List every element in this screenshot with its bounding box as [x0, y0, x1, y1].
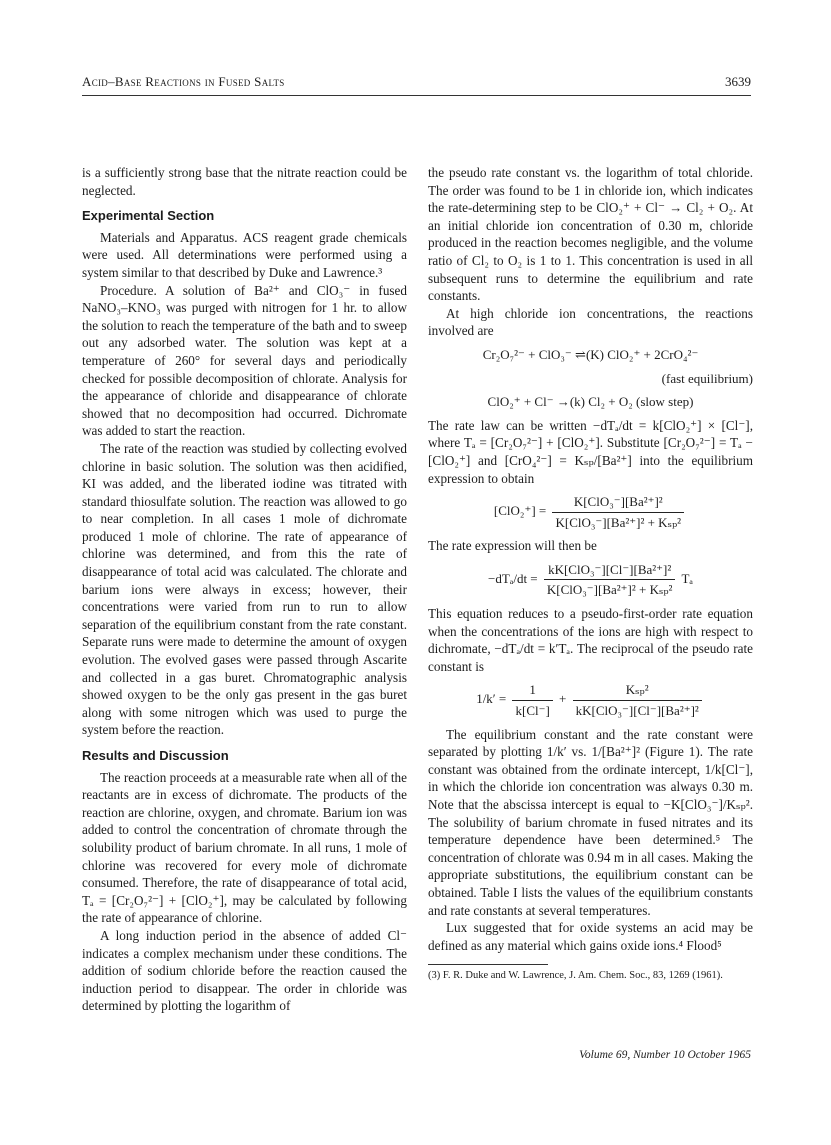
- heading-results-discussion: Results and Discussion: [82, 748, 229, 763]
- numerator: Kₛₚ²: [573, 681, 702, 701]
- fraction: [552, 493, 684, 531]
- equation-note-fast: (fast equilibrium): [661, 370, 753, 386]
- plus-sign: +: [559, 691, 567, 707]
- paragraph-lux: Lux suggested that for oxide systems an acid may be defined as any material which gains oxide ions.⁴ Flood⁵: [428, 920, 753, 953]
- denominator: K[ClO₃⁻][Ba²⁺]² + Kₛₚ²: [546, 582, 673, 598]
- header-rule: [82, 95, 751, 96]
- paragraph-reactions-intro: At high chloride ion concentrations, the reactions involved are: [428, 305, 753, 339]
- journal-footer: Volume 69, Number 10 October 1965: [579, 1049, 751, 1061]
- equation-rhs: Tₐ: [681, 570, 693, 586]
- right-column: [428, 164, 753, 982]
- paragraph-results-2: A long induction period in the absence of added Cl⁻ indicates a complex mechanism under these conditions. The addition of sodium chloride before the reaction caused the induction period to disappear. The order in chloride was determined by plotting the logarithm of: [82, 927, 407, 1014]
- running-header: [82, 74, 751, 94]
- denominator: k[Cl⁻]: [515, 703, 550, 719]
- equation-rate-expression: [428, 561, 753, 599]
- equation-reciprocal-rate: [428, 681, 753, 719]
- equation-lhs: 1/k′ =: [476, 691, 507, 707]
- paragraph-continuation: is a sufficiently strong base that the nitrate reaction could be neglected.: [82, 165, 407, 198]
- equation-slow-step: ClO₂⁺ + Cl⁻ →(k) Cl₂ + O₂ (slow step): [487, 394, 694, 410]
- heading-experimental-section: Experimental Section: [82, 208, 215, 224]
- footnote-3: (3) F. R. Duke and W. Lawrence, J. Am. Chem. Soc., 83, 1269 (1961).: [428, 970, 723, 982]
- equation-equilibrium: Cr₂O₇²⁻ + ClO₃⁻ ⇌(K) ClO₂⁺ + 2CrO₄²⁻: [482, 346, 699, 362]
- paragraph-results-1: The reaction proceeds at a measurable rate when all of the reactants are in excess of dichromate. The products of the reaction are chlorine, oxygen, and chromate. Barium ion was added to control the concentration of chromate through the solubility product of barium chromate. In all runs, 1 mole of chlorine was recovered for every mole of dichromate consumed. Therefore, the rate of disappearance of total acid, Tₐ = [Cr₂O₇²⁻] + [ClO₂⁺], may be calculated by following the rate of appearance of chlorine.: [82, 769, 407, 926]
- fraction: [544, 561, 676, 599]
- paragraph-materials: Materials and Apparatus. ACS reagent grade chemicals were used. All determinations were performed using a system similar to that described by Duke and Lawrence.³: [82, 229, 407, 280]
- equation-lhs: −dTₐ/dt =: [488, 570, 538, 586]
- denominator: kK[ClO₃⁻][Cl⁻][Ba²⁺]²: [575, 703, 699, 719]
- paragraph-procedure: Procedure. A solution of Ba²⁺ and ClO₃⁻ in fused NaNO₃–KNO₃ was purged with nitrogen for 1 hr. to allow the solution to reach the temperature of the bath and to sweep out any adsorbed water. The solution was kept at a temperature of 260° for several days and periodically checked for possible decomposition of chlorate. Analysis for the appearance of chloride and disappearance of chlorate showed that no decomposition had occurred. Dichromate was added to start the reaction.: [82, 282, 407, 439]
- equation-clo2-concentration: [428, 493, 753, 531]
- paragraph-rate-expression: The rate expression will then be: [428, 538, 597, 554]
- fraction: [512, 681, 552, 719]
- footnote-rule: [428, 964, 548, 965]
- paragraph-equilibrium-constant: The equilibrium constant and the rate constant were separated by plotting 1/k′ vs. 1/[Ba²⁺]² (Figure 1). The rate constant was obtained from the ordinate intercept, 1/k[Cl⁻], in which the chloride ion concentration was always 0.30 m. Note that the abscissa intercept is equal to −K[ClO₃⁻]/Kₛₚ². The solubility of barium chromate in fused nitrates and its temperature dependence have been determined.⁵ The concentration of chlorate was 0.94 m in all cases. Making the appropriate substitutions, the equilibrium constant can be obtained. Table I lists the values of the equilibrium constants and rate constants at several temperatures.: [428, 726, 753, 918]
- page-number: 3639: [725, 74, 751, 89]
- running-title: Acid–Base Reactions in Fused Salts: [82, 74, 285, 89]
- equation-lhs: [ClO₂⁺] =: [493, 503, 547, 519]
- left-column: [82, 164, 407, 1015]
- fraction: [573, 681, 702, 719]
- paragraph-pseudo-first-order: This equation reduces to a pseudo-first-order rate equation when the concentrations of the ions are high with respect to dichromate, −dTₐ/dt = k′Tₐ. The reciprocal of the pseudo rate constant is: [428, 606, 753, 674]
- paragraph-rate-law: The rate law can be written −dTₐ/dt = k[ClO₂⁺] × [Cl⁻], where Tₐ = [Cr₂O₇²⁻] + [ClO₂⁺]. Substitute [Cr₂O₇²⁻] = Tₐ − [ClO₂⁺] and [CrO₄²⁻] = Kₛₚ/[Ba²⁺] into the equilibrium expression to obtain: [428, 417, 753, 486]
- numerator: 1: [512, 681, 552, 701]
- paragraph-pseudo-rate: the pseudo rate constant vs. the logarithm of total chloride. The order was found to be 1 in chloride ion, which indicates the rate-determining step to be ClO₂⁺ + Cl⁻ → Cl₂ + O₂. At an initial chloride ion concentration of 0.30 m, chloride produced in the reaction becomes negligible, and the volume ratio of Cl₂ to O₂ is 1 to 1. This concentration is used in all subsequent runs to determine the equilibrium and rate constants.: [428, 165, 753, 304]
- denominator: K[ClO₃⁻][Ba²⁺]² + Kₛₚ²: [555, 514, 682, 530]
- numerator: K[ClO₃⁻][Ba²⁺]²: [552, 493, 684, 513]
- paragraph-rate-study: The rate of the reaction was studied by collecting evolved chlorine in basic solution. The solution was then acidified, KI was added, and the liberated iodine was titrated with standard thiosulfate solution. The reaction was allowed to go to near completion. In all cases 1 mole of dichromate produced 1 mole of chlorine. The rate of appearance of chlorine was determined, and from this the rate of disappearance of total acid was calculated. The chlorate and barium ions were always in excess; however, their concentrations were varied from run to run to allow separation of the equilibrium constant from the rate constant. Separate runs were made to determine the amount of oxygen evolution. The evolved gases were passed through Ascarite and collected in a gas buret. Chromatographic analysis showed oxygen to be the only gas present in the gas buret along with some nitrogen which was used to purge the system before the reaction.: [82, 440, 407, 738]
- numerator: kK[ClO₃⁻][Cl⁻][Ba²⁺]²: [544, 561, 676, 581]
